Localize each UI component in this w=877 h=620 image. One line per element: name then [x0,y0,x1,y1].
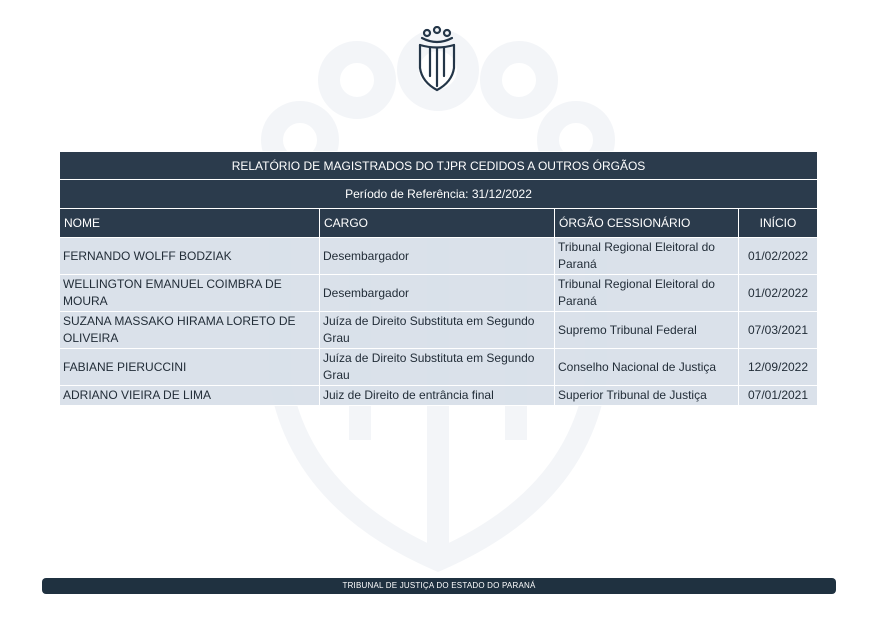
cell-role: Desembargador [320,275,555,312]
column-header-name: NOME [60,209,320,238]
cell-start: 07/03/2021 [739,312,818,349]
cell-agency: Tribunal Regional Eleitoral do Paraná [555,238,739,275]
cell-agency: Supremo Tribunal Federal [555,312,739,349]
cell-name: ADRIANO VIEIRA DE LIMA [60,386,320,406]
table-row [60,238,818,275]
cell-agency: Tribunal Regional Eleitoral do Paraná [555,275,739,312]
table-row [60,312,818,349]
cell-role: Juíza de Direito Substituta em Segundo Grau [320,349,555,386]
cell-start: 01/02/2022 [739,275,818,312]
table-row [60,349,818,386]
table-row [60,386,818,406]
report-period-row [60,180,818,209]
cell-name: FERNANDO WOLFF BODZIAK [60,238,320,275]
magistrates-report-table [59,151,818,406]
report-title-row [60,152,818,180]
cell-start: 01/02/2022 [739,238,818,275]
column-header-role: CARGO [320,209,555,238]
report-period: Período de Referência: 31/12/2022 [60,180,818,209]
column-header-agency: ÓRGÃO CESSIONÁRIO [555,209,739,238]
footer-text: TRIBUNAL DE JUSTIÇA DO ESTADO DO PARANÁ [342,581,536,590]
cell-name: WELLINGTON EMANUEL COIMBRA DE MOURA [60,275,320,312]
cell-name: FABIANE PIERUCCINI [60,349,320,386]
footer-bar [42,578,836,594]
report-title: RELATÓRIO DE MAGISTRADOS DO TJPR CEDIDOS A OUTROS ÓRGÃOS [60,152,818,180]
cell-role: Juiz de Direito de entrância final [320,386,555,406]
table-row [60,275,818,312]
tjpr-crest-logo [413,26,461,92]
cell-start: 12/09/2022 [739,349,818,386]
cell-role: Desembargador [320,238,555,275]
cell-name: SUZANA MASSAKO HIRAMA LORETO DE OLIVEIRA [60,312,320,349]
cell-agency: Superior Tribunal de Justiça [555,386,739,406]
table-header-row [60,209,818,238]
column-header-start: INÍCIO [739,209,818,238]
cell-role: Juíza de Direito Substituta em Segundo Grau [320,312,555,349]
cell-start: 07/01/2021 [739,386,818,406]
cell-agency: Conselho Nacional de Justiça [555,349,739,386]
